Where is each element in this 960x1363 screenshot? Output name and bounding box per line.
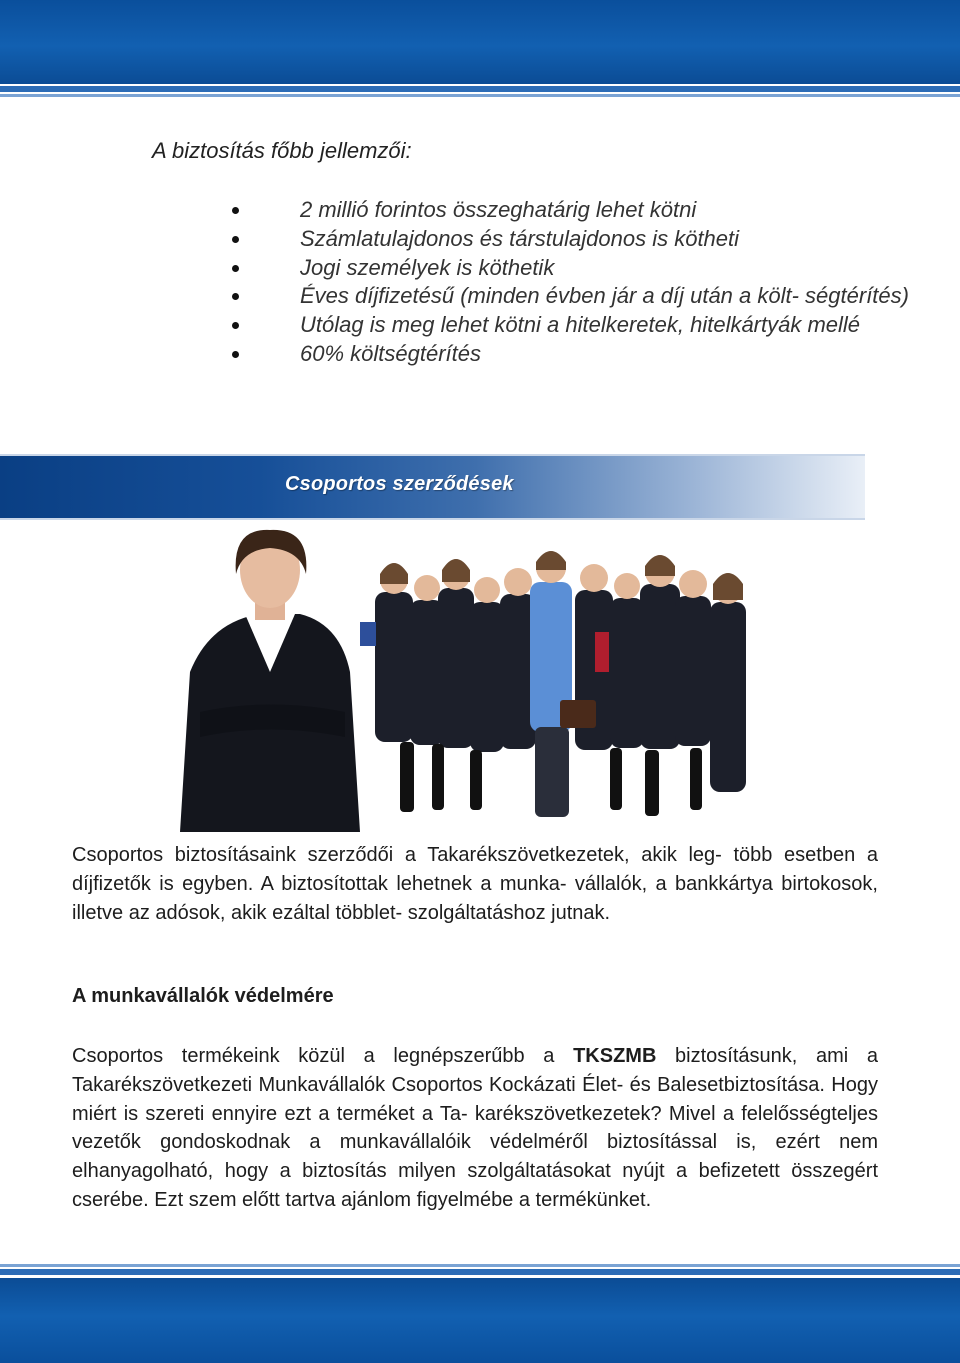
section-heading: A munkavállalók védelmére [72,985,334,1007]
footer-stripe-thin [0,1264,960,1267]
businesswoman-illustration [180,530,360,832]
section-banner [0,454,865,520]
product-name: TKSZMB [573,1045,657,1067]
bullet-icon [232,351,239,358]
header-stripe-thin [0,94,960,97]
footer-band [0,1278,960,1363]
bullet-icon [232,236,239,243]
section-paragraph: Csoportos termékeink közül a legnépszerűbb a TKSZMB biztosításunk, ami a Takarékszövetkezeti Munkavállalók Csoportos Kockázati Élet- és Balesetbiztosítása. Hogy miért is szereti ennyire ezt a terméket a Ta- karékszövetkezetek? Mivel a felelősségteljes vezetők gondoskodnak a munkavállalóik védelméről biztosítással is, ezért nem elhanyagolható, hogy a biztosítás milyen szolgáltatásokat nyújt a befizetett összegért cserébe. Ezt szem előtt tartva ajánlom figyelmébe a termékünket. [72,1045,878,1211]
banner-title: Csoportos szerződések [285,473,514,495]
feature-item: 60% költségtérítés [300,340,910,369]
feature-item: Számlatulajdonos és társtulajdonos is kötheti [300,225,910,254]
feature-item: Utólag is meg lehet kötni a hitelkeretek, hitelkártyák mellé [300,311,910,340]
feature-item: Éves díjfizetésű (minden évben jár a díj után a költ- ségtérítés) [300,282,910,311]
group-people-illustration [360,551,746,817]
feature-list [300,196,910,369]
intro-title: A biztosítás főbb jellemzői: [152,138,412,163]
header-band [0,0,960,84]
bullet-icon [232,207,239,214]
feature-item: 2 millió forintos összeghatárig lehet kötni [300,196,910,225]
footer-stripe [0,1269,960,1275]
bullet-icon [232,322,239,329]
bullet-icon [232,293,239,300]
feature-item: Jogi személyek is köthetik [300,254,910,283]
bullet-icon [232,265,239,272]
group-contracts-paragraph: Csoportos biztosításaink szerződői a Takarékszövetkezetek, akik leg- több esetben a díjfizetők is egyben. A biztosítottak lehetnek a munka- vállalók, a bankkártya birtokosok, illetve az adósok, akik ezáltal többlet- szolgáltatáshoz jutnak. [72,844,878,924]
business-people-photo [170,522,820,832]
header-stripe [0,86,960,92]
